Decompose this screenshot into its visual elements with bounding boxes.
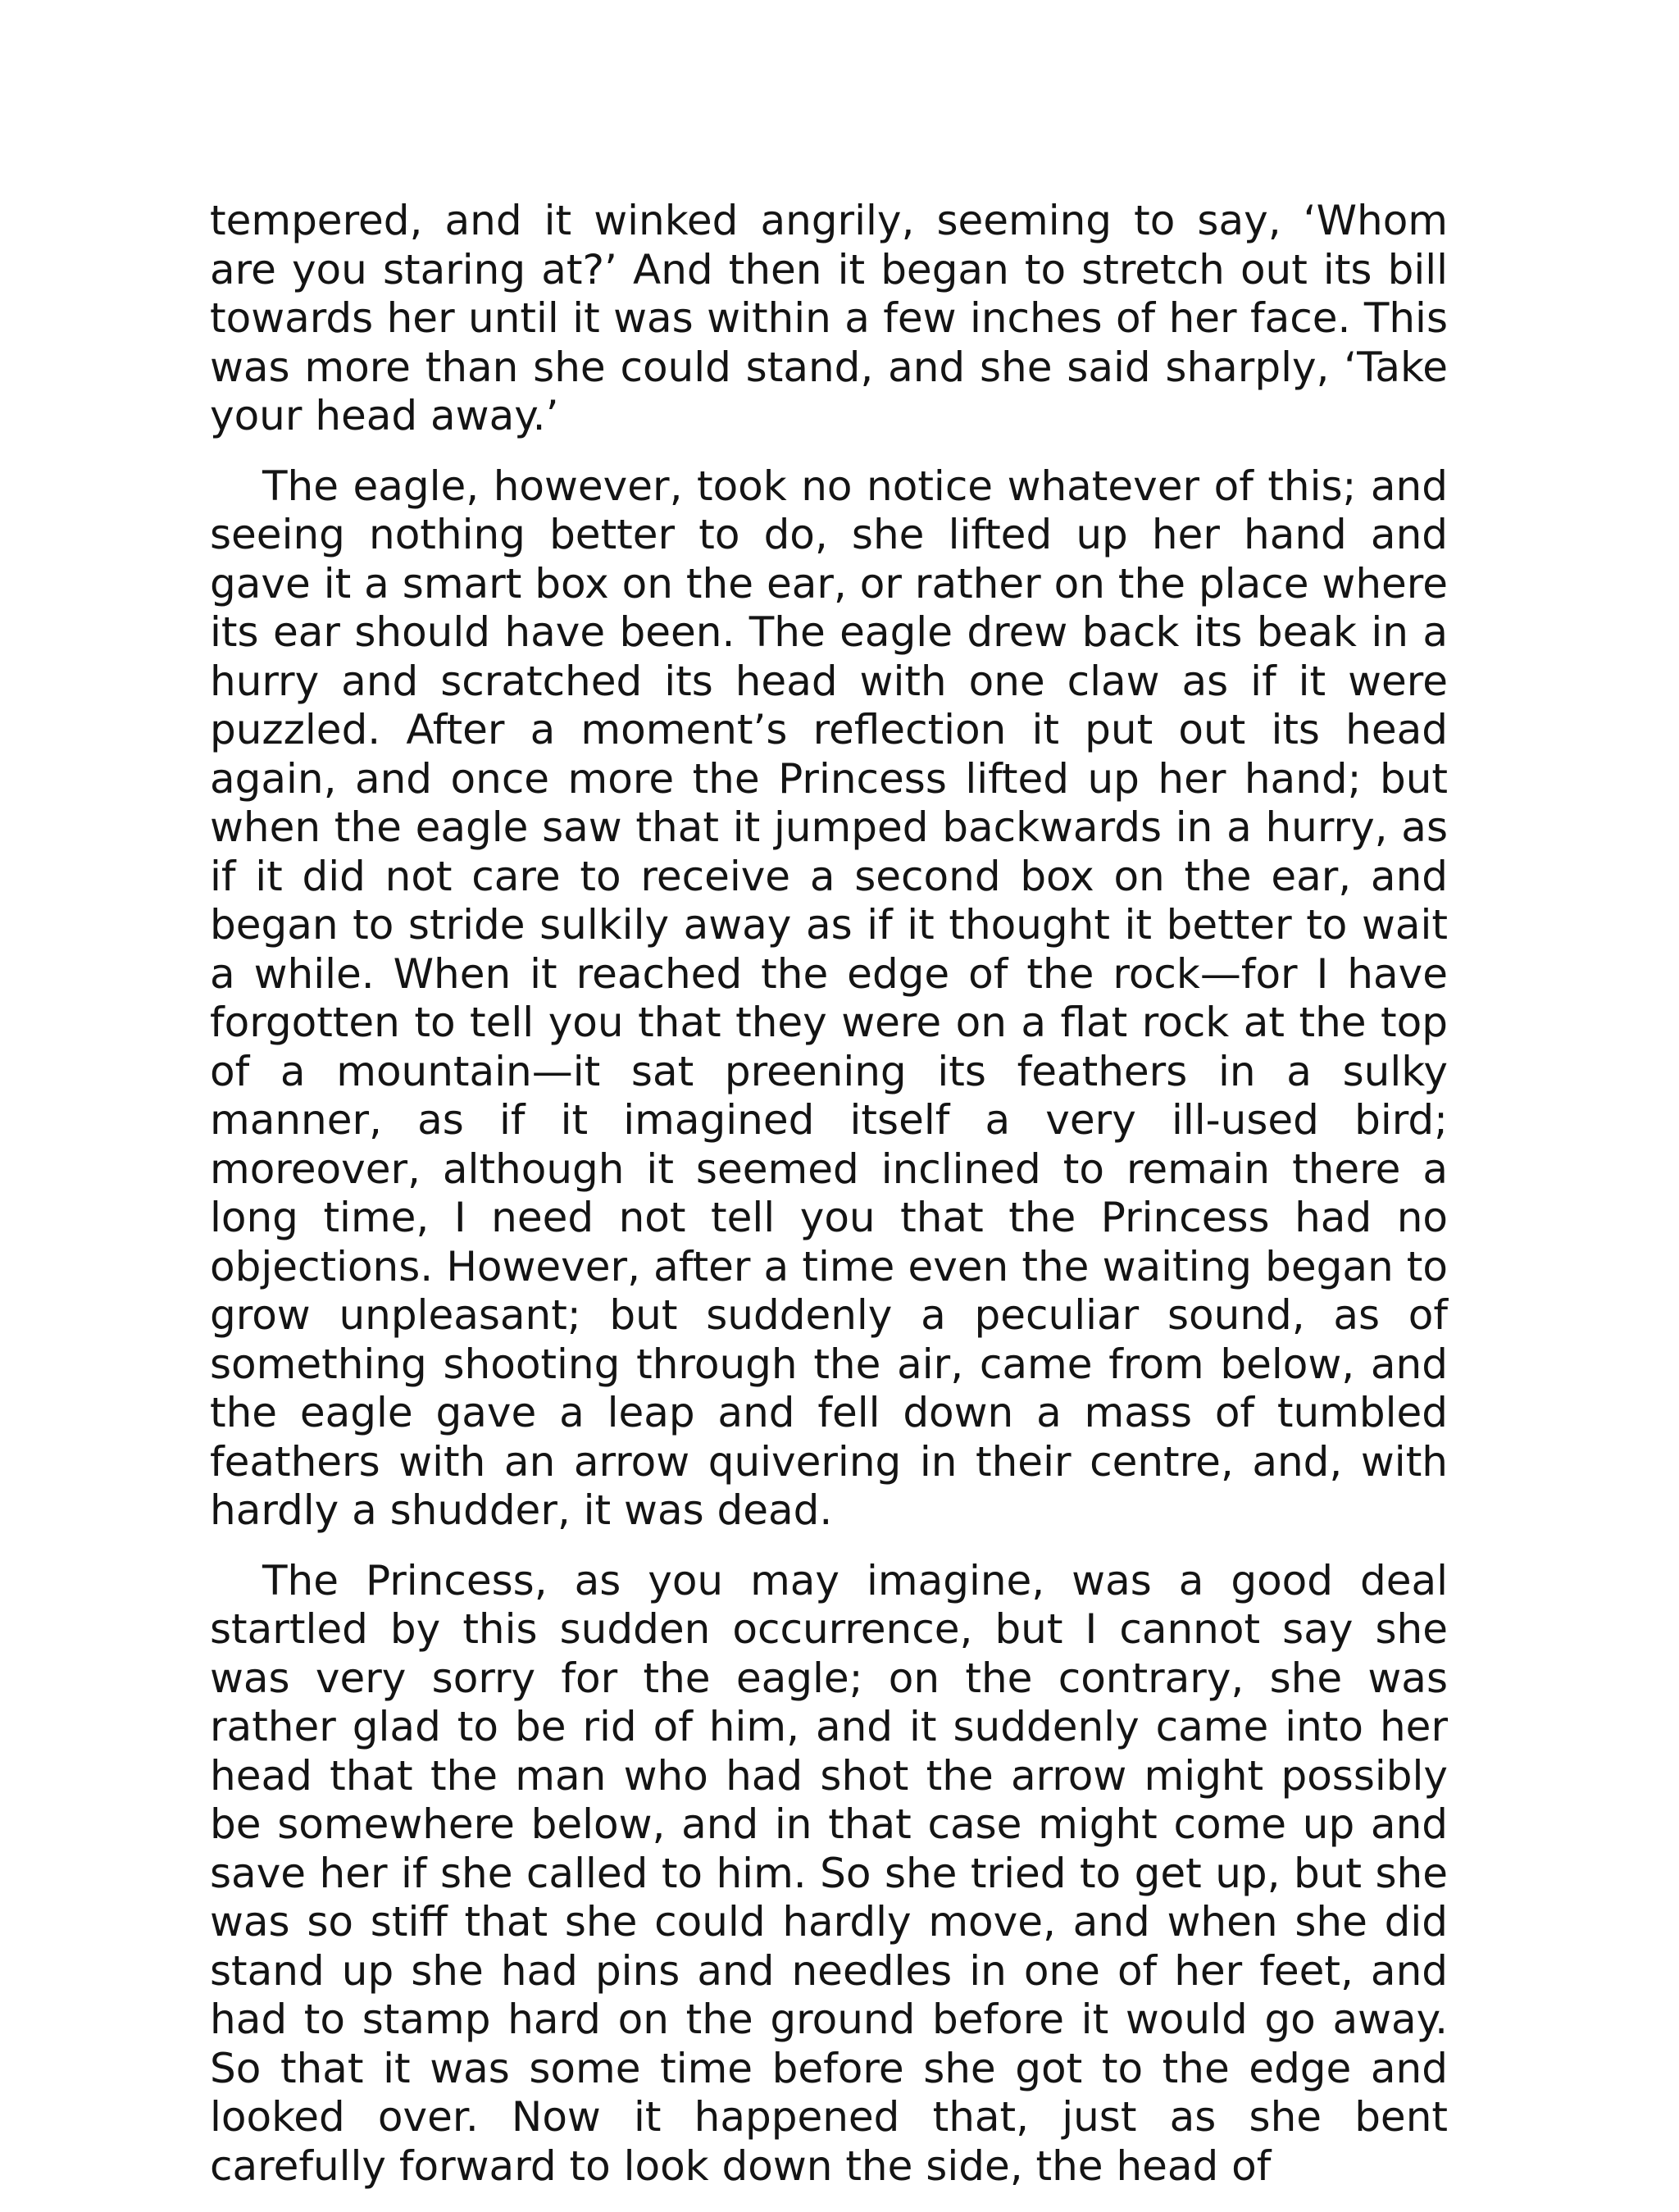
paragraph-princess-startled: The Princess, as you may imagine, was a good deal startled by this sudden occurrence, but I cannot say she was very sorry for the eagle; on the contrary, she was rather glad to be rid of him, and it suddenly came into her head that the man who had shot the arrow might possibly be somewhere below, and in that case might come up and save her if she called to him. So she tried to get up, but she was so stiff that she could hardly move, and when she did stand up she had pins and needles in one of her feet, and had to stamp hard on the ground before it would go away. So that it was some time before she got to the edge and looked over. Now it happened that, just as she bent carefully forward to look down the side, the head of	[210, 1556, 1448, 2190]
paragraph-eagle-box-on-ear: The eagle, however, took no notice whatever of this; and seeing nothing better to do, she lifted up her hand and gave it a smart box on the ear, or rather on the place where its ear should have been. The eagle drew back its beak in a hurry and scratched its head with one claw as if it were puzzled. After a moment’s reflection it put out its head again, and once more the Princess lifted up her hand; but when the eagle saw that it jumped backwards in a hurry, as if it did not care to receive a second box on the ear, and began to stride sulkily away as if it thought it better to wait a while. When it reached the edge of the rock—for I have forgotten to tell you that they were on a flat rock at the top of a mountain—it sat preening its feathers in a sulky manner, as if it imagined itself a very ill-used bird; moreover, although it seemed inclined to remain there a long time, I need not tell you that the Princess had no objections. However, after a time even the waiting began to grow unpleasant; but suddenly a peculiar sound, as of something shooting through the air, came from below, and the eagle gave a leap and fell down a mass of tumbled feathers with an arrow quivering in their centre, and, with hardly a shudder, it was dead.	[210, 462, 1448, 1534]
page-body-text	[210, 197, 1448, 2212]
paragraph-continued: tempered, and it winked angrily, seeming to say, ‘Whom are you staring at?’ And then it began to stretch out its bill towards her until it was within a few inches of her face. This was more than she could stand, and she said sharply, ‘Take your head away.’	[210, 197, 1448, 439]
